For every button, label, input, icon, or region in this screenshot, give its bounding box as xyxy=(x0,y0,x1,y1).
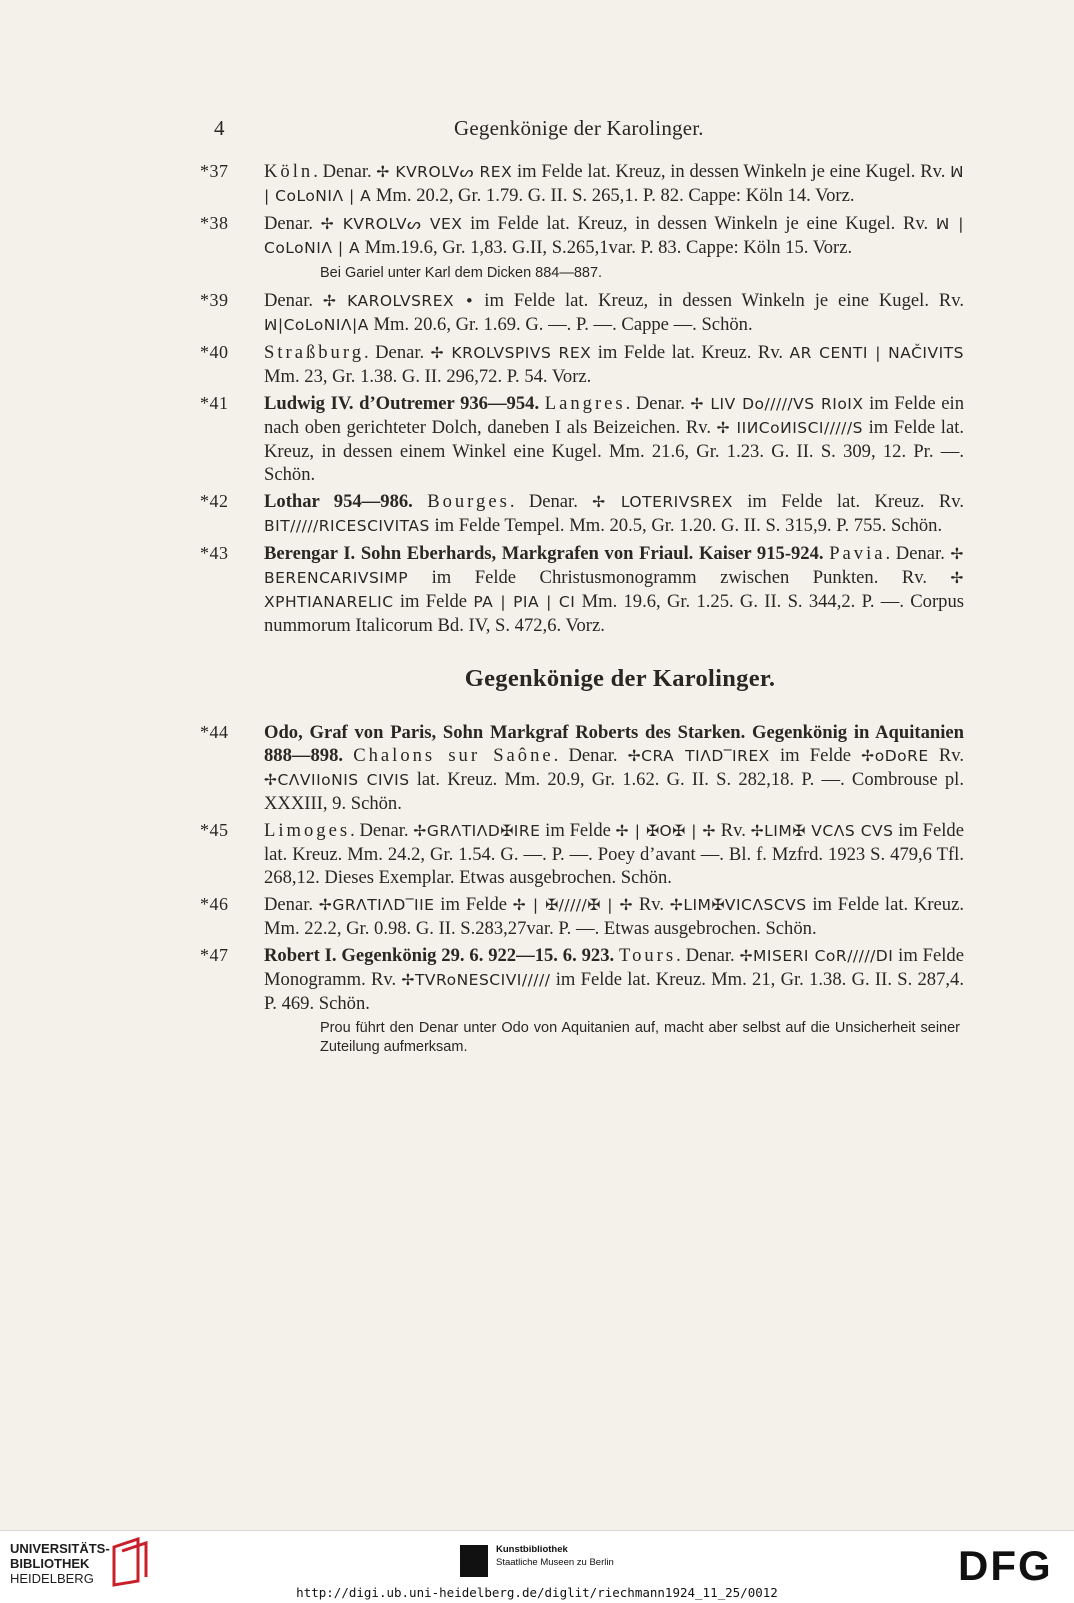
entry-fragment: im Felde xyxy=(540,820,616,841)
ruler-name: Berengar I. Sohn Eberhards, Markgrafen von Friaul. Kaiser 915-924. xyxy=(264,543,824,564)
ruler-name: Robert I. Gegenkönig 29. 6. 922—15. 6. 923. xyxy=(264,945,615,966)
viewer-footer xyxy=(0,1530,1074,1603)
entry-number: *42 xyxy=(200,491,229,511)
ruler-name: Odo, Graf von Paris, Sohn Markgraf Roberts des Starken. Gegenkönig in Aquitanien 888—898. xyxy=(264,722,964,766)
coin-legend: ꟽ|CoLoNIΛ|A xyxy=(264,316,369,334)
entry-fragment: . Denar. xyxy=(509,491,593,512)
entry-fragment: . Denar. xyxy=(313,161,377,182)
entry-text xyxy=(264,341,964,388)
entry-fragment: im Felde xyxy=(434,894,513,915)
entry-text xyxy=(264,893,964,940)
coin-legend: BIT/////RICESCIVITAS xyxy=(264,517,430,535)
catalogue-entry xyxy=(200,392,980,486)
mint-name: Straßburg xyxy=(264,342,364,363)
entry-fragment: im Felde Tempel. Mm. 20.5, Gr. 1.20. G. II. S. 315,9. P. 755. Schön. xyxy=(429,515,943,536)
section-heading: Gegenkönige der Karolinger. xyxy=(464,665,776,692)
entry-fragment: Mm. 20.2, Gr. 1.79. G. II. S. 265,1. P. 82. Cappe: Köln 14. Vorz. xyxy=(371,185,855,206)
entry-list-gegenkoenige xyxy=(200,721,980,1057)
entry-note: Bei Gariel unter Karl dem Dicken 884—887. xyxy=(320,265,603,281)
coin-legend: ✢ IIИCoИISCI/////S xyxy=(716,419,863,437)
entry-number: *38 xyxy=(200,213,229,233)
ub-line-1: UNIVERSITÄTS- xyxy=(10,1541,110,1556)
entry-fragment: im Felde lat. Kreuz. Rv. xyxy=(591,342,790,363)
entry-fragment: im Felde lat. Kreuz, in dessen Winkeln je eine Kugel. Rv. xyxy=(512,161,951,182)
entry-fragment: Mm. 20.6, Gr. 1.69. G. —. P. —. Cappe —. Schön. xyxy=(368,314,753,335)
ub-mark-icon xyxy=(108,1537,154,1587)
entry-fragment: im Felde lat. Kreuz. Mm. 22.2, Gr. 0.98. G. II. S.283,27var. P. —. Etwas ausgebrochen. Schön. xyxy=(264,894,965,939)
entry-fragment: Rv. xyxy=(928,745,964,766)
entry-number: *43 xyxy=(200,543,229,563)
coin-legend: ✢ | ✠O✠ | ✢ xyxy=(615,822,716,840)
kunstbibliothek-mark-icon xyxy=(460,1545,488,1577)
coin-legend: ✢ KAROLVSREX • xyxy=(322,292,475,310)
entry-text xyxy=(264,490,964,538)
entry-fragment xyxy=(343,745,353,766)
mint-name: Köln xyxy=(264,161,314,182)
entry-fragment: im Felde xyxy=(769,745,862,766)
entry-fragment: Mm. 19.6, Gr. 1.25. G. II. S. 344,2. P. —. Corpus nummorum Italicorum Bd. IV, S. 472,6. Vorz. xyxy=(264,591,965,636)
mint-name: Langres xyxy=(544,393,626,414)
entry-number: *46 xyxy=(200,894,229,914)
kb-line-2: Staatliche Museen zu Berlin xyxy=(496,1557,614,1568)
entry-fragment: im Felde lat. Kreuz. Rv. xyxy=(732,491,965,512)
coin-legend: PA | PIA | CI xyxy=(473,593,576,611)
entry-fragment: im Felde lat. Kreuz. Mm. 21, Gr. 1.38. G. II. S. 287,4. P. 469. Schön. xyxy=(264,969,964,1014)
entry-fragment: . Denar. xyxy=(625,393,691,414)
entry-fragment: Mm.19.6, Gr. 1,83. G.II, S.265,1var. P. 83. Cappe: Köln 15. Vorz. xyxy=(360,237,853,258)
mint-name: Bourges xyxy=(427,491,510,512)
kb-line-1: Kunstbibliothek xyxy=(496,1544,568,1555)
dfg-logo[interactable]: DFG xyxy=(958,1542,1053,1589)
entry-text xyxy=(264,212,964,260)
mint-name: Tours xyxy=(619,945,677,966)
entry-list-main xyxy=(200,160,980,637)
coin-legend: ✢ | ✠/////✠ | ✢ xyxy=(512,896,634,914)
catalogue-entry xyxy=(200,212,980,260)
entry-fragment: . Denar. xyxy=(364,342,431,363)
entry-number: *41 xyxy=(200,393,229,413)
entry-text xyxy=(264,160,964,208)
ub-heidelberg-logo[interactable] xyxy=(10,1541,110,1586)
entry-note: Prou führt den Denar unter Odo von Aquitanien auf, macht aber selbst auf die Unsicherheit seiner Zuteilung aufmerksam. xyxy=(320,1020,960,1055)
entry-fragment: . Denar. xyxy=(350,820,414,841)
entry-number: *45 xyxy=(200,820,229,840)
entry-fragment: im Felde lat. Kreuz, in dessen Winkeln je eine Kugel. Rv. xyxy=(474,290,964,311)
entry-text xyxy=(264,721,964,815)
coin-legend: ꟽ | CoLoNIΛ | A xyxy=(264,215,965,257)
entry-fragment: Denar. xyxy=(264,894,319,915)
coin-legend: ✢LIM✠ VCΛS CVS xyxy=(750,822,894,840)
kunstbibliothek-logo[interactable] xyxy=(460,1541,640,1581)
ruler-name: Ludwig IV. d’Outremer 936—954. xyxy=(264,393,540,414)
coin-legend: ✢LIM✠VICΛSCVS xyxy=(669,896,807,914)
entry-number: *44 xyxy=(200,722,229,742)
ub-line-2: BIBLIOTHEK xyxy=(10,1556,90,1571)
running-title: Gegenkönige der Karolinger. xyxy=(454,116,704,140)
source-url[interactable]: http://digi.ub.uni-heidelberg.de/diglit/riechmann1924_11_25/0012 xyxy=(296,1585,778,1600)
catalogue-entry xyxy=(200,944,980,1015)
catalogue-entry xyxy=(200,819,980,889)
mint-name: Pavia xyxy=(829,543,886,564)
entry-fragment: im Felde ein nach oben gerichteter Dolch, daneben I als Beizeichen. Rv. xyxy=(264,393,964,438)
coin-legend: ✢ XPHTIANARELIC xyxy=(264,569,964,611)
coin-legend: ✢oDoRE xyxy=(861,747,929,765)
entry-fragment: im Felde lat. Kreuz, in dessen einem Winkel eine Kugel. Mm. 21.6, Gr. 1.23. G. II. S. 309, 12. Pr. —. Schön. xyxy=(264,417,965,485)
entry-text xyxy=(264,819,964,889)
coin-legend: ✢ BERENCARIVSIMP xyxy=(264,545,964,587)
ruler-name: Lothar 954—986. xyxy=(264,491,413,512)
coin-legend: ✢CΛVIIoNIS CIVIS xyxy=(264,771,410,789)
entry-fragment: Rv. xyxy=(633,894,670,915)
entry-text xyxy=(264,289,964,337)
catalogue-entry xyxy=(200,893,980,940)
coin-legend: ✢MISERI CoR/////DI xyxy=(739,947,894,965)
coin-legend: ✢ LOTERIVSREX xyxy=(592,493,733,511)
coin-legend: ✢CRA TIΛD‾IREX xyxy=(627,747,770,765)
entry-number: *47 xyxy=(200,945,229,965)
entry-fragment: im Felde Christusmonogramm zwischen Punkten. Rv. xyxy=(408,567,951,588)
entry-text xyxy=(264,542,964,637)
entry-fragment: . Denar. xyxy=(885,543,951,564)
entry-fragment: Rv. xyxy=(715,820,751,841)
entry-number: *37 xyxy=(200,161,229,181)
entry-fragment: im Felde xyxy=(393,591,474,612)
entry-fragment: Mm. 23, Gr. 1.38. G. II. 296,72. P. 54. Vorz. xyxy=(264,366,592,387)
ub-line-3: HEIDELBERG xyxy=(10,1571,94,1586)
entry-fragment: . Denar. xyxy=(676,945,740,966)
entry-fragment: im Felde Monogramm. Rv. xyxy=(264,945,964,990)
catalogue-entry xyxy=(200,721,980,815)
entry-number: *40 xyxy=(200,342,229,362)
coin-legend: ✢ KVROLVᔕ REX xyxy=(376,163,513,181)
catalogue-entry xyxy=(200,542,980,637)
page-number: 4 xyxy=(214,116,225,140)
mint-name: Chalons sur Saône xyxy=(353,745,554,766)
entry-text xyxy=(264,392,964,486)
coin-legend: ✢GRΛTIΛD‾IIE xyxy=(318,896,435,914)
catalogue-entry xyxy=(200,289,980,337)
catalogue-entries xyxy=(200,160,980,1063)
catalogue-entry xyxy=(200,341,980,388)
entry-fragment: Denar. xyxy=(264,290,323,311)
entry-fragment: im Felde lat. Kreuz, in dessen Winkeln je eine Kugel. Rv. xyxy=(462,213,936,234)
catalogue-entry xyxy=(200,490,980,538)
catalogue-entry xyxy=(200,160,980,208)
entry-fragment: lat. Kreuz. Mm. 20.9, Gr. 1.62. G. II. S. 282,18. P. —. Combrouse pl. XXXIII, 9. Schön. xyxy=(264,769,964,814)
entry-text xyxy=(264,944,964,1015)
coin-legend: ✢ KVROLVᔕ VEX xyxy=(320,215,463,233)
entry-fragment: im Felde lat. Kreuz. Mm. 24.2, Gr. 1.54. G. —. P. —. Poey d’avant —. Bl. f. Mzfrd. 1923 S. 479,6 Tfl. 268,12. Dieses Exemplar. Etwas ausgebrochen. Schön. xyxy=(264,820,964,888)
mint-name: Limoges xyxy=(264,820,351,841)
entry-fragment xyxy=(413,491,427,512)
entry-fragment: Denar. xyxy=(264,213,321,234)
coin-legend: AR CENTI | NAČIVITS xyxy=(789,344,964,362)
coin-legend: ✢ KROLVSPIVS REX xyxy=(430,344,592,362)
entry-fragment: . Denar. xyxy=(553,745,628,766)
entry-number: *39 xyxy=(200,290,229,310)
coin-legend: ✢GRΛTIΛD✠IRE xyxy=(413,822,541,840)
coin-legend: ꟽ | CoLoNIΛ | A xyxy=(264,163,964,205)
coin-legend: ✢ LIV Do/////VS RIoIX xyxy=(690,395,864,413)
coin-legend: ✢TVRoNESCIVI///// xyxy=(401,971,551,989)
